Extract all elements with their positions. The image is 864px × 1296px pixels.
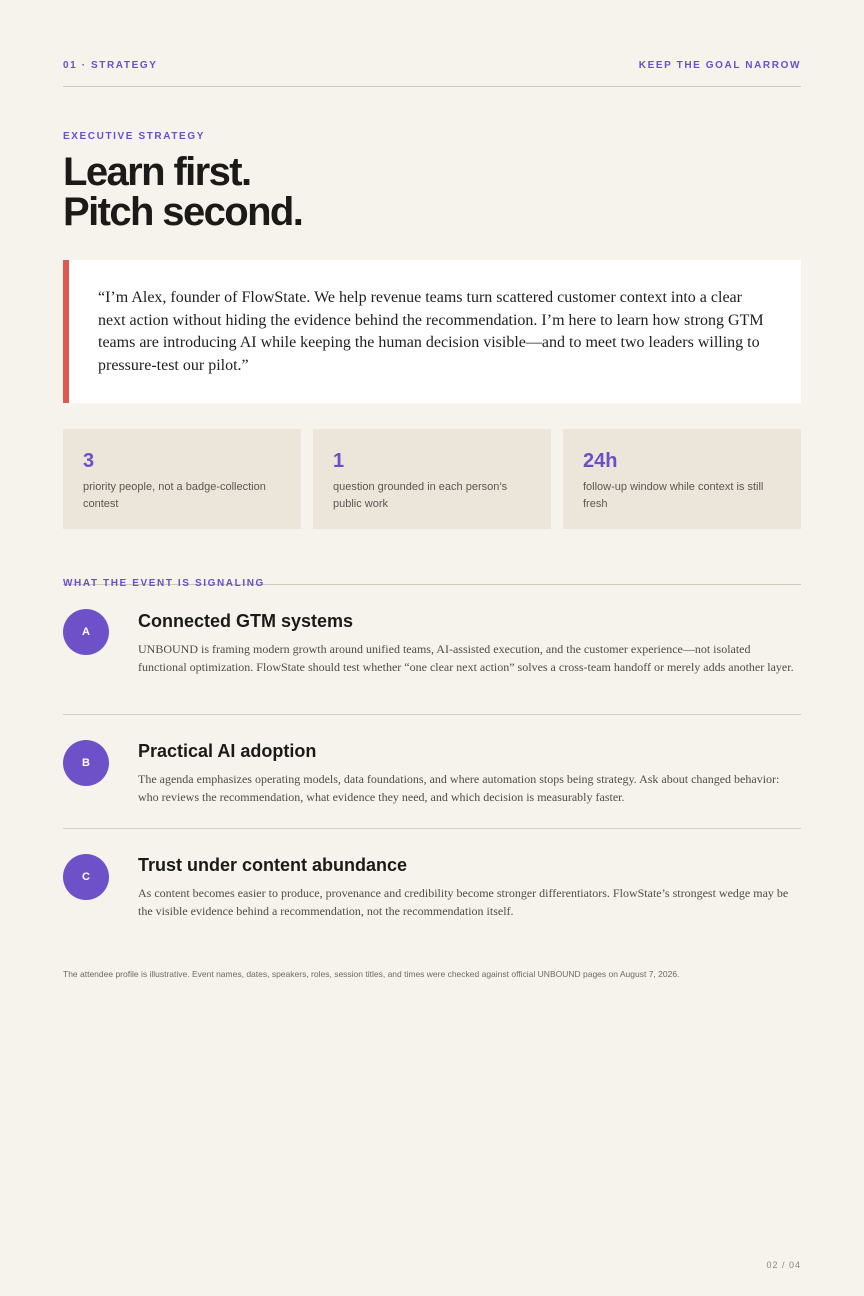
signal-badge: C (63, 854, 109, 900)
signal-text: UNBOUND is framing modern growth around unified teams, AI-assisted execution, and the customer experience—not isolated functional optimization. FlowState should test whether “one clear next action” solves a cross-team handoff or merely adds another layer. (138, 642, 794, 674)
page-header (63, 60, 801, 87)
page-number: 02 / 04 (766, 1260, 801, 1270)
title-line-1: Learn first. (63, 150, 251, 194)
stat-label: question grounded in each person’s public work (333, 481, 508, 510)
stat-value: 24h (583, 450, 618, 472)
signal-badge: A (63, 609, 109, 655)
stats-row (63, 429, 801, 529)
signal-body (138, 610, 801, 676)
stat-value: 3 (83, 450, 95, 472)
stat-label: follow-up window while context is still fresh (583, 481, 764, 510)
signal-badge: B (63, 740, 109, 786)
signal-body (138, 740, 801, 806)
stat-value: 1 (333, 450, 345, 472)
stat-card (313, 429, 551, 529)
header-tagline: KEEP THE GOAL NARROW (638, 60, 801, 71)
signal-text: As content becomes easier to produce, provenance and credibility become stronger differentiators. FlowState’s strongest wedge may be the visible evidence behind a recommendation, not the recommendation itself. (138, 886, 789, 918)
eyebrow: EXECUTIVE STRATEGY (63, 131, 205, 142)
signal-title: Trust under content abundance (138, 855, 408, 875)
stat-label: priority people, not a badge-collection contest (83, 481, 266, 510)
signal-body (138, 854, 801, 920)
page-title (63, 152, 302, 232)
signals-heading-text: WHAT THE EVENT IS SIGNALING (63, 578, 265, 589)
signal-title: Connected GTM systems (138, 611, 354, 631)
signal-item-b (63, 740, 801, 820)
footnote: The attendee profile is illustrative. Event names, dates, speakers, roles, session titles, and times were checked against official UNBOUND pages on August 7, 2026. (63, 969, 680, 979)
title-line-2: Pitch second. (63, 190, 303, 234)
stat-card (563, 429, 801, 529)
divider (63, 828, 801, 829)
signal-title: Practical AI adoption (138, 741, 317, 761)
signal-item-a (63, 609, 801, 709)
section-label: 01 · STRATEGY (63, 60, 158, 71)
signal-item-c (63, 854, 801, 934)
pitch-quote (63, 260, 801, 403)
signal-text: The agenda emphasizes operating models, data foundations, and where automation stops being strategy. Ask about changed behavior: who reviews the recommendation, what evidence they need, and which decision is measurably faster. (138, 772, 780, 804)
divider (63, 714, 801, 715)
quote-text: “I’m Alex, founder of FlowState. We help revenue teams turn scattered customer context into a clear next action without hiding the evidence behind the recommendation. I’m here to learn how strong GTM teams are introducing AI while keeping the human decision visible—and to meet two leaders willing to pressure-test our pilot.” (98, 289, 764, 374)
signals-heading (63, 573, 801, 589)
stat-card (63, 429, 301, 529)
